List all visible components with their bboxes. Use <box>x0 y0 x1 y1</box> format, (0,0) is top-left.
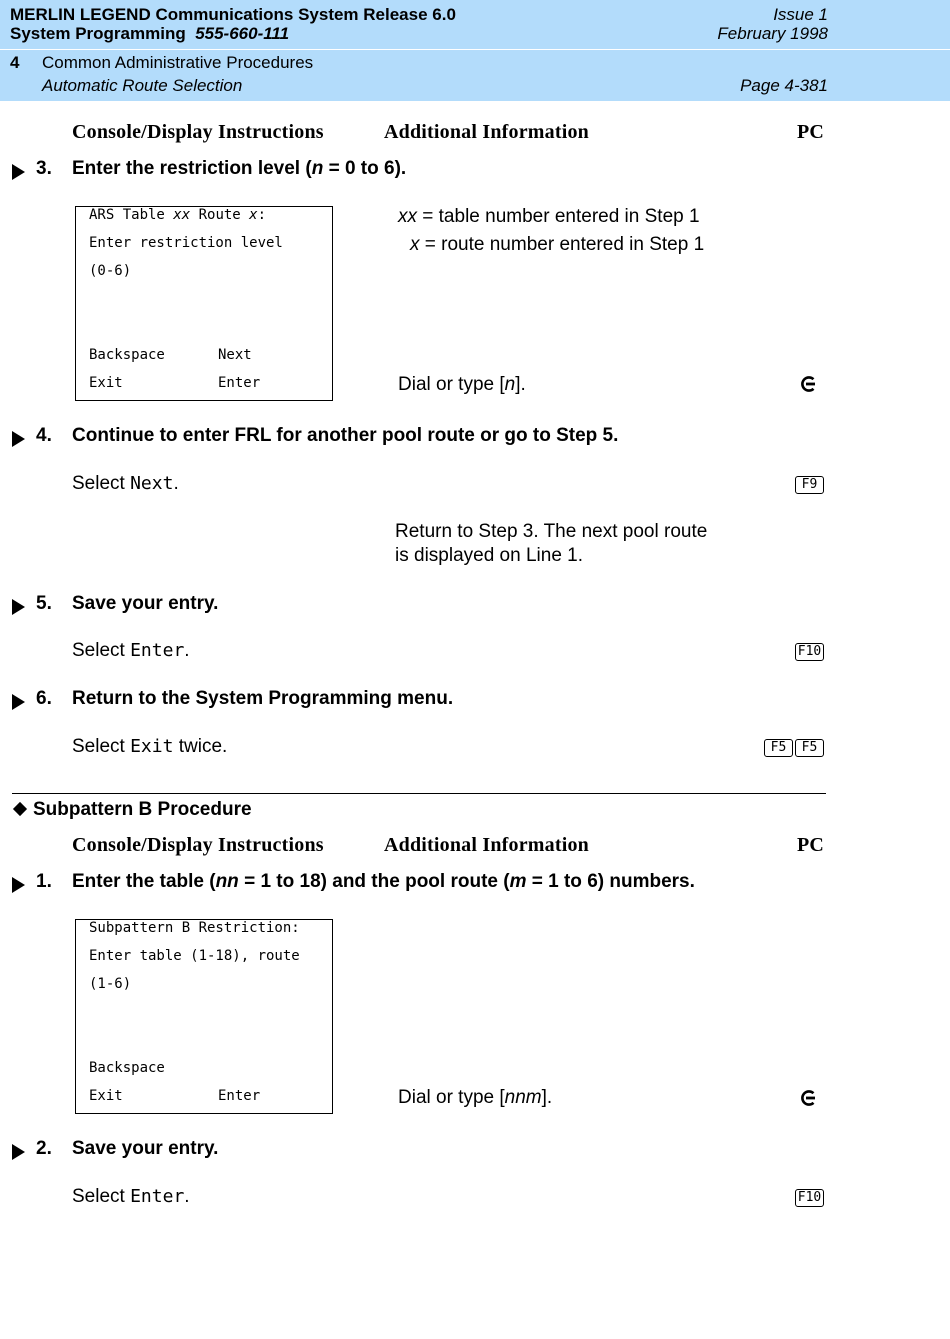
select-text: . <box>173 473 179 494</box>
section-divider <box>12 793 826 794</box>
select-instruction <box>72 640 190 662</box>
step-number: 4. <box>36 425 52 446</box>
display-line-2: Enter table (1-18), route <box>89 948 300 964</box>
step-arrow-icon <box>12 599 25 615</box>
display-variable: x <box>249 207 258 223</box>
dial-text: ]. <box>541 1087 553 1108</box>
step-instruction: Save your entry. <box>72 1138 219 1159</box>
display-softkey-next[interactable]: Next <box>218 347 252 363</box>
column-heading-info: Additional Information <box>384 834 589 856</box>
step-text: Enter the table ( <box>72 871 216 892</box>
step-variable: n <box>311 158 324 179</box>
step-arrow-icon <box>12 877 25 893</box>
console-display <box>75 206 333 401</box>
step-instruction: Continue to enter FRL for another pool route or go to Step 5. <box>72 425 619 446</box>
column-heading-instructions: Console/Display Instructions <box>72 121 324 143</box>
dial-variable: n <box>504 374 516 395</box>
step-number: 1. <box>36 871 52 892</box>
dial-text: Dial or type [ <box>398 1087 505 1108</box>
select-text: Select <box>72 640 131 661</box>
info-variable: xx <box>398 206 417 227</box>
step-number: 2. <box>36 1138 52 1159</box>
issue-date: February 1998 <box>717 24 828 43</box>
info-text: = table number entered in Step 1 <box>417 206 700 227</box>
softkey-name: Enter <box>130 1186 185 1207</box>
step-instruction: Return to the System Programming menu. <box>72 688 454 709</box>
dial-text: Dial or type [ <box>398 374 505 395</box>
step-text: = 0 to 6). <box>323 158 407 179</box>
chapter-number: 4 <box>10 53 20 72</box>
step-text: Enter the restriction level ( <box>72 158 312 179</box>
step-text: = 1 to 18) and the pool route ( <box>238 871 510 892</box>
dial-pad-icon <box>800 1090 816 1106</box>
step-number: 5. <box>36 593 52 614</box>
step-instruction <box>72 871 695 893</box>
info-line: is displayed on Line 1. <box>395 545 584 566</box>
step-number: 3. <box>36 158 52 179</box>
display-line-2: Enter restriction level <box>89 235 283 251</box>
document-number: 555-660-111 <box>195 24 290 43</box>
display-text: : <box>257 207 267 223</box>
select-text: . <box>184 640 190 661</box>
dial-variable: nnm <box>504 1087 542 1108</box>
display-line-3: (1-6) <box>89 976 132 992</box>
display-softkey-enter[interactable]: Enter <box>218 375 261 391</box>
select-text: twice. <box>173 736 228 757</box>
step-variable: m <box>509 871 527 892</box>
document-title: MERLIN LEGEND Communications System Release 6.0 <box>10 5 456 24</box>
function-key-f5[interactable]: F5 <box>764 739 793 757</box>
display-line-1 <box>89 207 266 223</box>
select-instruction <box>72 473 179 495</box>
info-line: Return to Step 3. The next pool route <box>395 521 708 542</box>
info-line <box>398 206 700 228</box>
issue-label: Issue 1 <box>773 5 828 24</box>
function-key-f10[interactable]: F10 <box>795 1189 824 1207</box>
step-variable: nn <box>215 871 239 892</box>
header-divider <box>0 49 950 50</box>
step-text: = 1 to 6) numbers. <box>526 871 695 892</box>
select-text: . <box>184 1186 190 1207</box>
display-line-3: (0-6) <box>89 263 132 279</box>
step-instruction: Save your entry. <box>72 593 219 614</box>
step-arrow-icon <box>12 431 25 447</box>
display-softkey-enter[interactable]: Enter <box>218 1088 261 1104</box>
display-text: ARS Table <box>89 207 174 223</box>
dial-pad-icon <box>800 376 816 392</box>
softkey-name: Next <box>130 473 174 494</box>
console-display <box>75 919 333 1114</box>
dial-instruction <box>398 1087 552 1109</box>
column-heading-info: Additional Information <box>384 121 589 143</box>
section-heading: Subpattern B Procedure <box>33 799 252 820</box>
display-softkey-exit[interactable]: Exit <box>89 375 123 391</box>
dial-text: ]. <box>515 374 526 395</box>
info-line <box>410 234 704 256</box>
display-softkey-backspace[interactable]: Backspace <box>89 347 165 363</box>
display-variable: xx <box>173 207 191 223</box>
page-number: Page 4-381 <box>740 76 828 95</box>
page-header <box>0 0 950 101</box>
step-arrow-icon <box>12 164 25 180</box>
subtitle-text: System Programming <box>10 24 186 43</box>
display-text: Route <box>190 207 250 223</box>
step-arrow-icon <box>12 1144 25 1160</box>
function-key-f9[interactable]: F9 <box>795 476 824 494</box>
column-heading-pc: PC <box>797 121 825 143</box>
info-variable: x <box>410 234 420 255</box>
diamond-bullet-icon <box>13 802 27 816</box>
select-instruction <box>72 736 227 758</box>
info-text: = route number entered in Step 1 <box>419 234 705 255</box>
display-softkey-exit[interactable]: Exit <box>89 1088 123 1104</box>
step-arrow-icon <box>12 694 25 710</box>
step-number: 6. <box>36 688 52 709</box>
select-instruction <box>72 1186 190 1208</box>
column-heading-instructions: Console/Display Instructions <box>72 834 324 856</box>
softkey-name: Enter <box>130 640 185 661</box>
section-title: Automatic Route Selection <box>42 76 243 95</box>
select-text: Select <box>72 1186 131 1207</box>
column-heading-pc: PC <box>797 834 825 856</box>
function-key-f5[interactable]: F5 <box>795 739 824 757</box>
display-line-1: Subpattern B Restriction: <box>89 920 300 936</box>
dial-instruction <box>398 374 526 396</box>
select-text: Select <box>72 736 131 757</box>
softkey-name: Exit <box>130 736 174 757</box>
select-text: Select <box>72 473 131 494</box>
chapter-title: Common Administrative Procedures <box>42 53 314 72</box>
document-subtitle <box>10 24 289 44</box>
function-key-f10[interactable]: F10 <box>795 643 824 661</box>
display-softkey-backspace[interactable]: Backspace <box>89 1060 165 1076</box>
step-instruction <box>72 158 406 180</box>
